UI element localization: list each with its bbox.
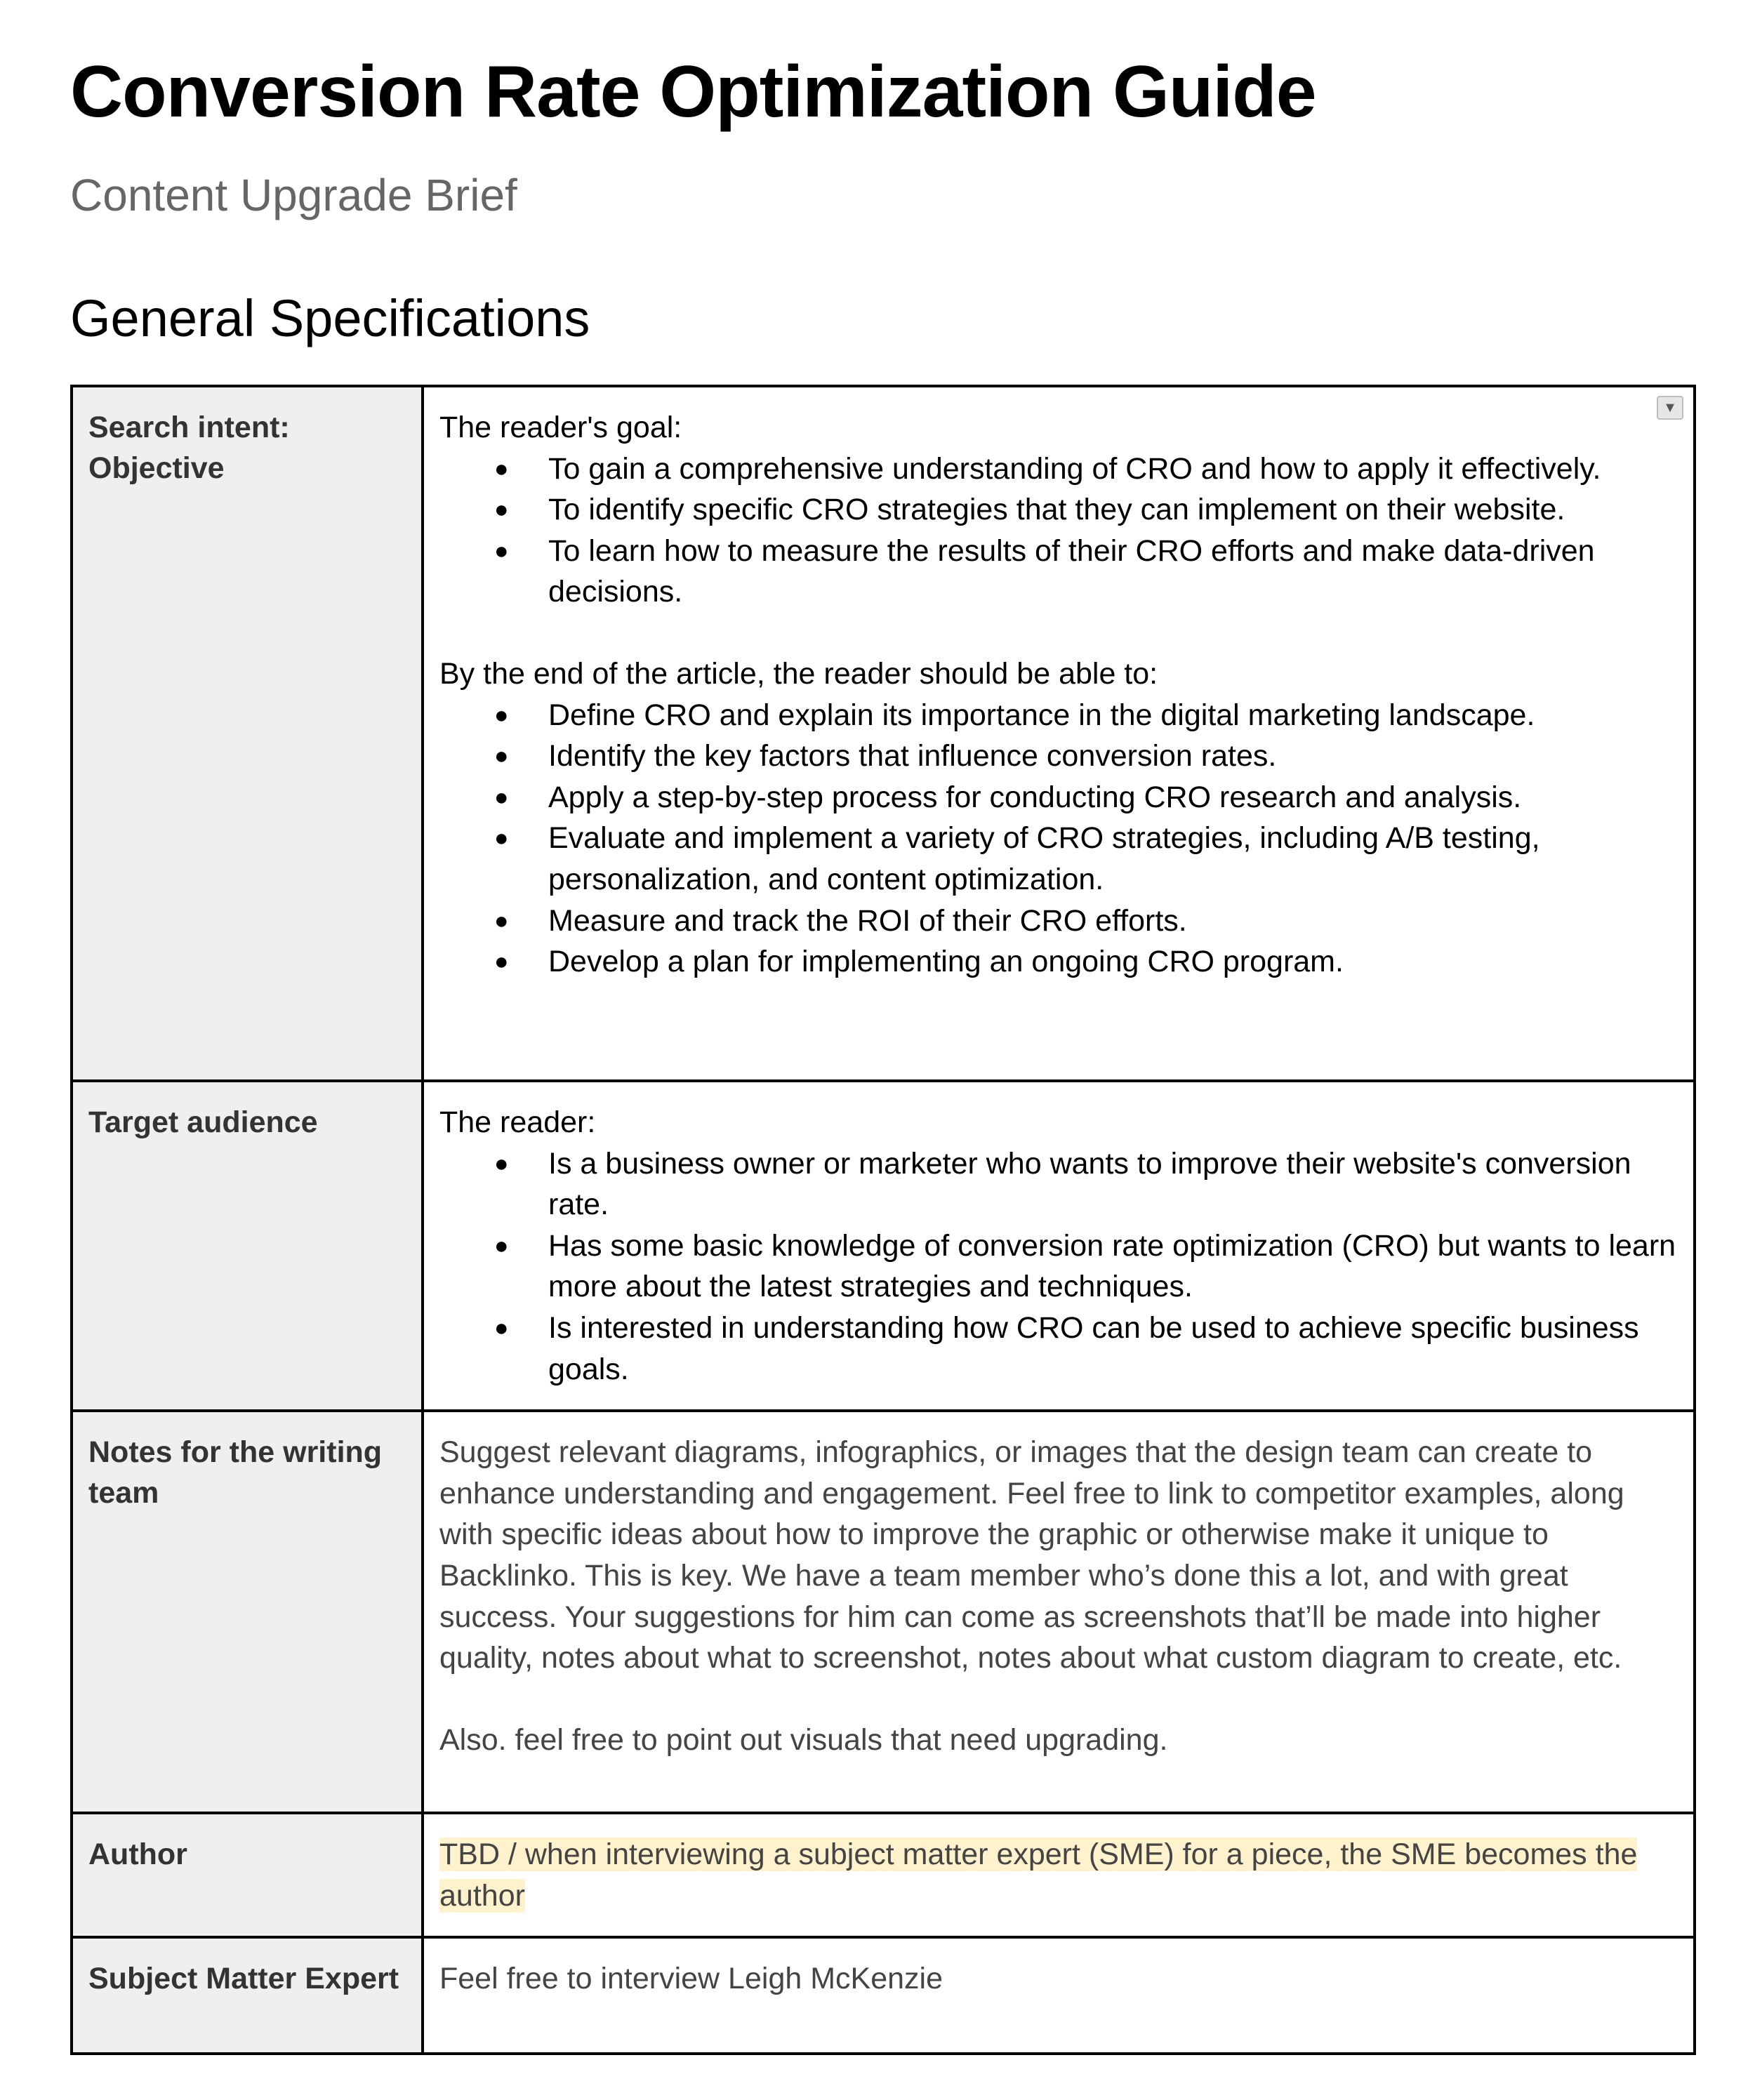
table-row-search-intent bbox=[72, 386, 1695, 1081]
cell-target-audience[interactable] bbox=[423, 1081, 1695, 1411]
goal-intro: The reader's goal: bbox=[439, 411, 682, 444]
table-row-author bbox=[72, 1813, 1695, 1937]
label-text: Notes for the writing team bbox=[88, 1435, 383, 1510]
document-title: Conversion Rate Optimization Guide bbox=[70, 51, 1316, 133]
list-item: ● Has some basic knowledge of conversion rate optimization (CRO) but wants to learn more about the latest strategies and techniques. bbox=[439, 1225, 1678, 1308]
label-search-intent bbox=[72, 386, 423, 1081]
notes-paragraph: Also. feel free to point out visuals that need upgrading. bbox=[439, 1722, 1168, 1757]
cell-writing-notes[interactable] bbox=[423, 1411, 1695, 1813]
label-author bbox=[72, 1813, 423, 1937]
label-sme bbox=[72, 1937, 423, 2054]
list-item: ● Identify the key factors that influence conversion rates. bbox=[439, 736, 1678, 777]
label-target-audience bbox=[72, 1081, 423, 1411]
list-item: ● To learn how to measure the results of their CRO efforts and make data-driven decisions. bbox=[439, 531, 1678, 613]
notes-paragraph: Suggest relevant diagrams, infographics, or images that the design team can create to enhance understanding and engagement. Feel free to link to competitor examples, along with specific ideas about how to improve the graphic or otherwise make it unique to Backlinko. This is key. We have a team member who’s done this a lot, and with great success. Your suggestions for him can come as screenshots that’ll be made into higher quality, notes about what to screenshot, notes about what custom diagram to create, etc. bbox=[439, 1435, 1624, 1675]
table-row-writing-notes bbox=[72, 1411, 1695, 1813]
list-item: ● Is a business owner or marketer who wants to improve their website's conversion rate. bbox=[439, 1143, 1678, 1225]
list-item: ● Measure and track the ROI of their CRO efforts. bbox=[439, 901, 1678, 942]
cell-sme[interactable] bbox=[423, 1937, 1695, 2054]
audience-list bbox=[439, 1143, 1678, 1390]
label-writing-notes bbox=[72, 1411, 423, 1813]
list-item: ● Apply a step-by-step process for conducting CRO research and analysis. bbox=[439, 777, 1678, 818]
sme-text: Feel free to interview Leigh McKenzie bbox=[439, 1962, 943, 1996]
cell-author[interactable] bbox=[423, 1813, 1695, 1937]
label-text: Author bbox=[88, 1838, 187, 1872]
list-item: ● To gain a comprehensive understanding of CRO and how to apply it effectively. bbox=[439, 448, 1678, 490]
end-intro: By the end of the article, the reader should be able to: bbox=[439, 656, 1158, 691]
document-subtitle: Content Upgrade Brief bbox=[70, 170, 517, 220]
list-item: ● Develop a plan for implementing an ongoing CRO program. bbox=[439, 941, 1678, 983]
cell-search-intent[interactable] bbox=[423, 386, 1695, 1081]
list-item: ● Is interested in understanding how CRO can be used to achieve specific business goals. bbox=[439, 1308, 1678, 1390]
section-heading: General Specifications bbox=[70, 289, 590, 347]
dropdown-arrow-icon: ▼ bbox=[1663, 400, 1677, 416]
specifications-table bbox=[70, 385, 1696, 2055]
audience-intro: The reader: bbox=[439, 1105, 596, 1139]
list-item: ● Define CRO and explain its importance in the digital marketing landscape. bbox=[439, 695, 1678, 736]
outcome-list bbox=[439, 695, 1678, 983]
highlighted-author-text: TBD / when interviewing a subject matter expert (SME) for a piece, the SME becomes the author bbox=[439, 1838, 1638, 1913]
label-text: Target audience bbox=[88, 1105, 318, 1139]
label-text: Search intent: Objective bbox=[88, 411, 290, 485]
goal-list bbox=[439, 448, 1678, 613]
list-item: ● Evaluate and implement a variety of CRO strategies, including A/B testing, personalization, and content optimization. bbox=[439, 818, 1678, 900]
table-row-sme bbox=[72, 1937, 1695, 2054]
dropdown-toggle[interactable] bbox=[1657, 396, 1683, 420]
label-text: Subject Matter Expert bbox=[88, 1962, 399, 1996]
table-row-target-audience bbox=[72, 1081, 1695, 1411]
list-item: ● To identify specific CRO strategies that they can implement on their website. bbox=[439, 489, 1678, 531]
